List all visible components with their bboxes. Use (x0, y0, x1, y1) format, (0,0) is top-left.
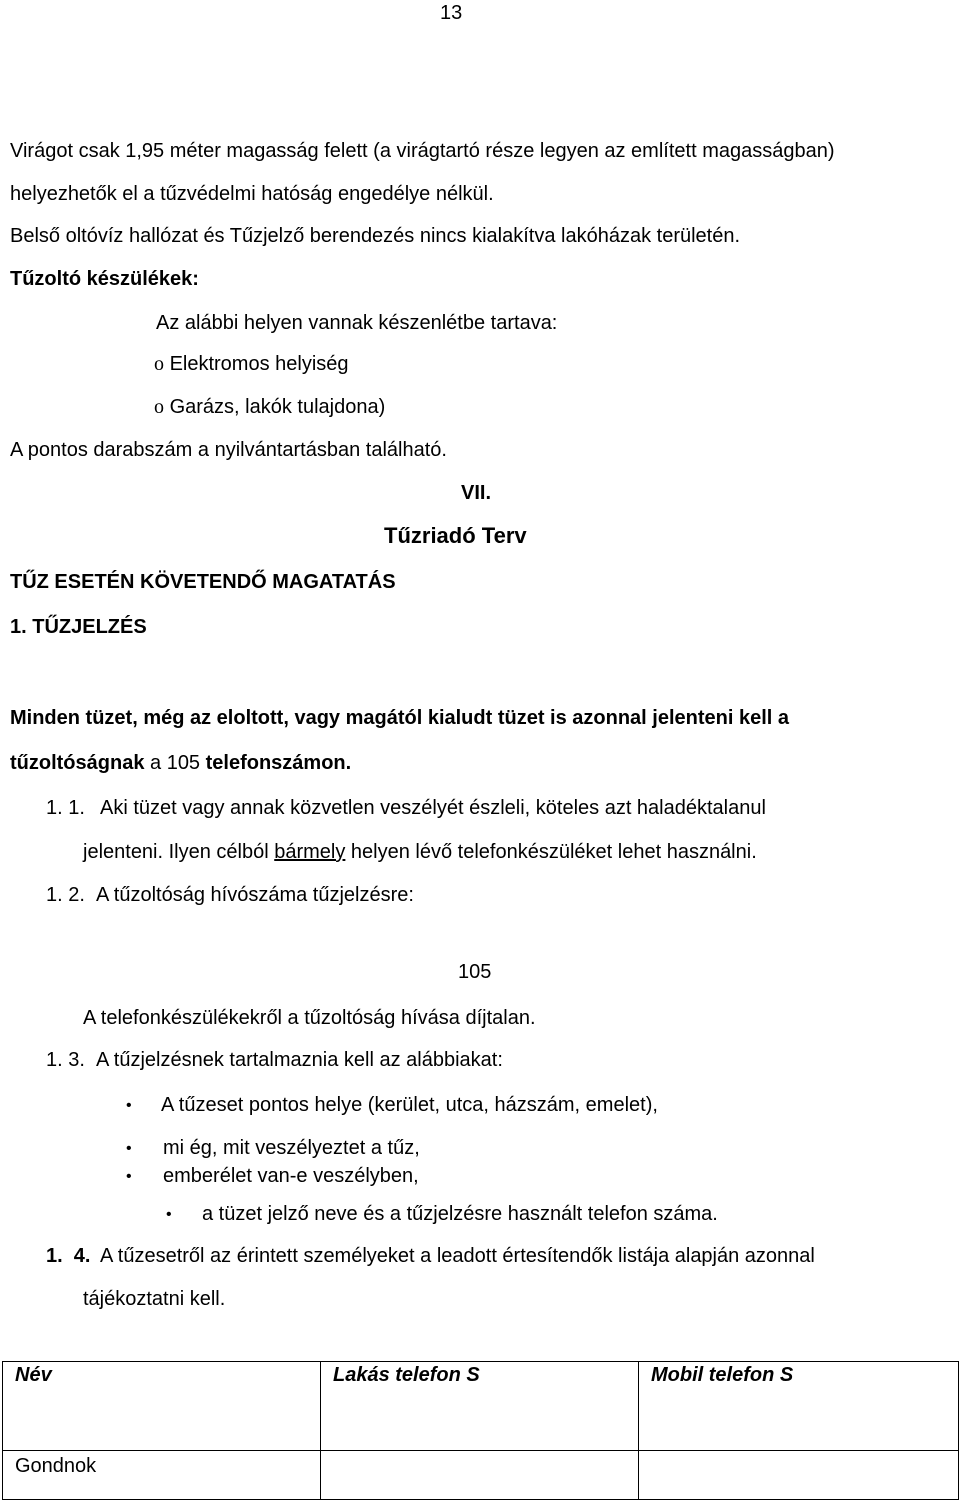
header-home-phone: Lakás telefon S (333, 1364, 480, 1386)
subheading-fire-alarm: 1. TŰZJELZÉS (10, 616, 147, 638)
intro-line-3: Belső oltóvíz hallózat és Tűzjelző berendezés nincs kialakítva lakóházak területén. (10, 225, 741, 247)
alert-phone-word: telefonszámon. (205, 752, 352, 774)
table-cell (321, 1451, 639, 1500)
item-1-4-cont: tájékoztatni kell. (83, 1288, 226, 1310)
item-1-1-number: 1. 1. (46, 797, 85, 819)
section-title: Tűzriadó Terv (384, 523, 527, 548)
alert-fire-dept: tűzoltóságnak (10, 752, 145, 774)
header-cell-mobile-phone (639, 1362, 959, 1451)
item-1-3-text: A tűzjelzésnek tartalmaznia kell az alábbiakat: (96, 1049, 503, 1071)
requirement-item: A tűzeset pontos helye (kerület, utca, házszám, emelet), (161, 1094, 658, 1116)
item-1-1-text: Aki tüzet vagy annak közvetlen veszélyét észleli, köteles azt haladéktalanul (100, 797, 766, 819)
bullet-icon: • (126, 1140, 132, 1157)
conduct-heading: TŰZ ESETÉN KÖVETENDŐ MAGATATÁS (10, 571, 396, 593)
header-name: Név (15, 1364, 52, 1386)
intro-line-1: Virágot csak 1,95 méter magasság felett (a virágtartó része legyen az említett magasságban) (10, 140, 835, 162)
bullet-icon: • (166, 1206, 172, 1223)
requirement-item: mi ég, mit veszélyeztet a tűz, (163, 1137, 420, 1159)
count-note: A pontos darabszám a nyilvántartásban található. (10, 439, 447, 461)
item-1-2-number: 1. 2. (46, 884, 85, 906)
bullet-icon: • (126, 1097, 132, 1114)
phone-number: 105 (458, 961, 492, 983)
alert-number: a 105 (144, 752, 206, 774)
location-label: Garázs, lakók tulajdona) (169, 396, 386, 418)
table-cell (639, 1451, 959, 1500)
section-number: VII. (461, 482, 492, 504)
alert-line-1: Minden tüzet, még az eloltott, vagy magától kialudt tüzet is azonnal jelenteni kell a (10, 707, 790, 729)
extinguishers-heading: Tűzoltó készülékek: (10, 268, 199, 290)
header-cell-home-phone (321, 1362, 639, 1451)
alert-line-2 (10, 752, 351, 775)
location-label: Elektromos helyiség (169, 353, 349, 375)
item-1-1-cont-b: helyen lévő telefonkészüléket lehet használni. (345, 841, 757, 863)
cell-name: Gondnok (15, 1455, 97, 1477)
item-1-4-number: 1. 4. (46, 1245, 91, 1267)
item-1-1-cont (83, 841, 757, 864)
contacts-table (2, 1361, 959, 1500)
page-number: 13 (440, 2, 463, 24)
location-item (154, 353, 349, 376)
table-header-row (3, 1362, 959, 1451)
table-row (3, 1451, 959, 1500)
item-1-1-cont-a: jelenteni. Ilyen célból (83, 841, 275, 863)
extinguishers-intro: Az alábbi helyen vannak készenlétbe tartava: (156, 312, 558, 334)
bullet-icon: • (126, 1168, 132, 1185)
free-call-note: A telefonkészülékekről a tűzoltóság hívása díjtalan. (83, 1007, 536, 1029)
requirement-item: emberélet van-e veszélyben, (163, 1165, 419, 1187)
item-1-4-text: A tűzesetről az érintett személyeket a leadott értesítendők listája alapján azonnal (100, 1245, 815, 1267)
item-1-1-cont-underlined: bármely (274, 841, 346, 863)
item-1-3-number: 1. 3. (46, 1049, 85, 1071)
table-cell (3, 1451, 321, 1500)
header-cell-name (3, 1362, 321, 1451)
requirement-item: a tüzet jelző neve és a tűzjelzésre használt telefon száma. (202, 1203, 718, 1225)
item-1-2-text: A tűzoltóság hívószáma tűzjelzésre: (96, 884, 414, 906)
header-mobile-phone: Mobil telefon S (651, 1364, 794, 1386)
circle-bullet-icon: o (154, 353, 164, 375)
circle-bullet-icon: o (154, 396, 164, 418)
intro-line-2: helyezhetők el a tűzvédelmi hatóság engedélye nélkül. (10, 183, 494, 205)
location-item (154, 396, 385, 419)
